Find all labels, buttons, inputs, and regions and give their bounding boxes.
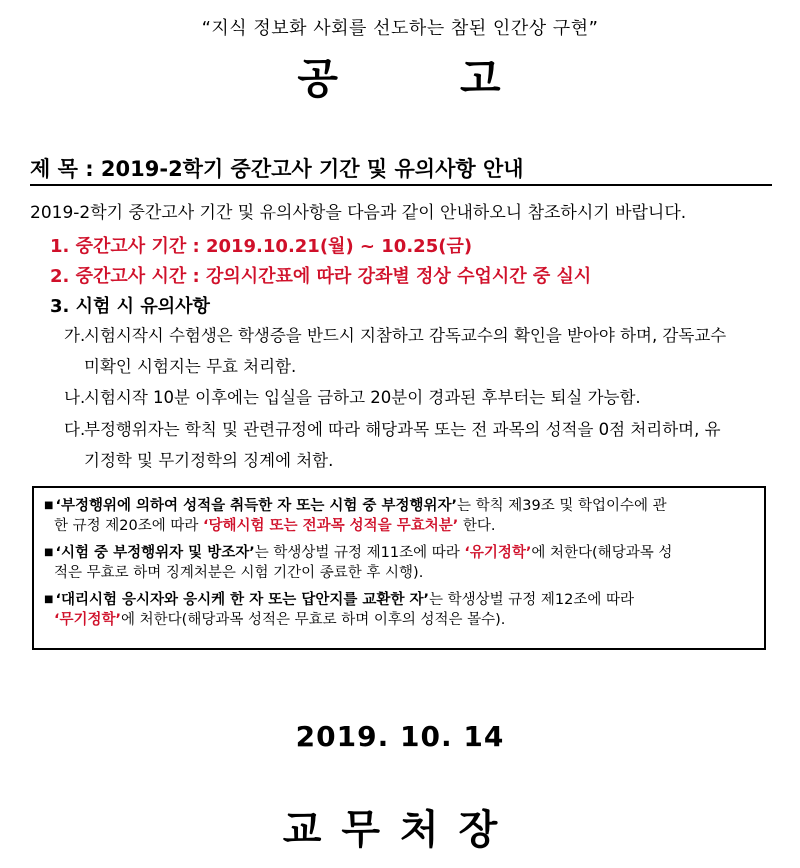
rule-penalty: ‘유기정학’ (464, 545, 532, 561)
rule-subject: ‘부정행위에 의하여 성적을 취득한 자 또는 시험 중 부정행위자’ (55, 498, 458, 514)
intro-text: 2019-2학기 중간고사 기간 및 유의사항을 다음과 같이 안내하오니 참조하시기 바랍니다. (30, 203, 687, 223)
rule-penalty: ‘당해시험 또는 전과목 성적을 무효처분’ (202, 518, 459, 534)
page-title (0, 46, 800, 106)
notice-date: 2019. 10. 14 (295, 720, 505, 753)
subitem-text-cont: 미확인 시험지는 무효 처리함. (84, 357, 297, 376)
rule-text: 에 처한다(해당과목 성적은 무효로 하며 이후의 성적은 몰수). (121, 612, 506, 628)
item-exam-time: 2. 중간고사 시간 : 강의시간표에 따라 강좌별 정상 수업시간 중 실시 (50, 266, 592, 287)
subitem-marker: 나. (64, 388, 86, 407)
rule-text: 는 학생상벌 규정 제11조에 따라 (254, 545, 465, 561)
rule-text: 한다. (458, 518, 496, 534)
subitem-text: 부정행위자는 학칙 및 관련규정에 따라 해당과목 또는 전 과목의 성적을 0점 처리하며, 유 (84, 420, 721, 439)
rule-item (44, 590, 754, 630)
rule-text: 는 학칙 제39조 및 학업이수에 관 (457, 498, 667, 514)
notice-box (32, 486, 766, 650)
subitem-text: 시험시작 10분 이후에는 입실을 금하고 20분이 경과된 후부터는 퇴실 가능함. (84, 388, 641, 407)
subitem-text-cont: 기정학 및 무기정학의 징계에 처함. (84, 451, 334, 470)
item-exam-period: 1. 중간고사 기간 : 2019.10.21(월) ~ 10.25(금) (50, 236, 473, 257)
subitem-na (64, 382, 774, 413)
subitem-da (64, 414, 774, 476)
subject-heading: 제 목 : 2019-2학기 중간고사 기간 및 유의사항 안내 (30, 157, 524, 181)
title-right: 고 (460, 54, 503, 103)
rule-subject: ‘대리시험 응시자와 응시케 한 자 또는 답안지를 교환한 자’ (55, 592, 430, 608)
rule-text: 에 처한다(해당과목 성 (531, 545, 673, 561)
title-left: 공 (297, 54, 340, 103)
rule-text: 적은 무효로 하며 징계처분은 시험 기간이 종료한 후 시행). (54, 565, 424, 581)
rule-penalty: ‘무기정학’ (54, 612, 122, 628)
rule-text: 한 규정 제20조에 따라 (54, 518, 203, 534)
subitem-ga (64, 320, 774, 382)
square-bullet-icon: ■ (44, 594, 54, 605)
square-bullet-icon: ■ (44, 500, 54, 511)
square-bullet-icon: ■ (44, 547, 54, 558)
issuing-office: 교무처장 (282, 807, 518, 853)
subitem-marker: 다. (64, 420, 86, 439)
rule-text: 는 학생상벌 규정 제12조에 따라 (429, 592, 634, 608)
subitem-text: 시험시작시 수험생은 학생증을 반드시 지참하고 감독교수의 확인을 받아야 하며, 감독교수 (84, 326, 727, 345)
rule-item (44, 496, 754, 536)
motto: “지식 정보화 사회를 선도하는 참된 인간상 구현” (201, 18, 599, 39)
subject-divider (30, 184, 772, 186)
item-exam-precautions: 3. 시험 시 유의사항 (50, 296, 210, 317)
rule-item (44, 543, 754, 583)
subitem-marker: 가. (64, 326, 86, 345)
rule-subject: ‘시험 중 부정행위자 및 방조자’ (55, 545, 255, 561)
